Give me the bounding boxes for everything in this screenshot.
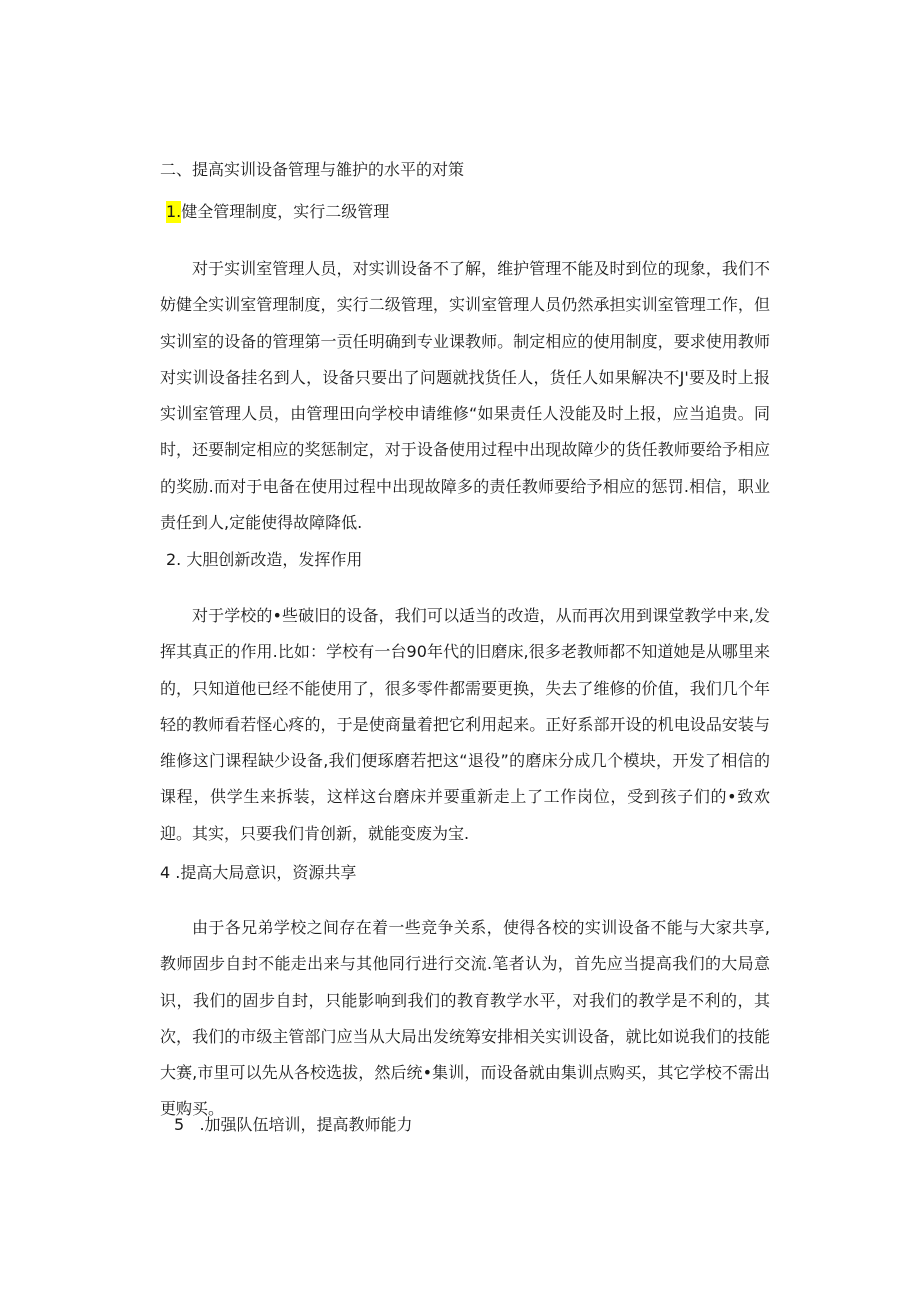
subsection-number-5: 5 (174, 1115, 185, 1134)
paragraph-2: 对于学校的•些破旧的设备，我们可以适当的改造，从而再次用到课堂教学中来,发挥其真正的作用.比如：学校有一台90年代的旧磨床,很多老教师都不知道她是从哪里来的，只知道他已经不能使用了，很多零件都需要更换，失去了维修的价值，我们几个年轻的教师看若怪心疼的，于是使商量着把它利用起来。正好系部开设的机电设品安装与维修这门课程缺少设备,我们便琢磨若把这“退役”的磨床分成几个模块，开发了相信的课程，供学生来拆装，这样这台磨床并要重新走上了工作岗位，受到孩子们的•致欢迎。其实，只要我们肯创新，就能变废为宝. (160, 606, 770, 843)
section-title: 二、提高实训设备管理与雒护的水平的对策 (160, 160, 465, 179)
subsection-heading-1 (166, 201, 389, 223)
subsection-title-5: .加强队伍培训，提高教师能力 (199, 1115, 413, 1134)
subsection-heading-4 (160, 862, 356, 884)
paragraph-1: 对于实训室管理人员，对实训设备不了解，维护管理不能及时到位的现象，我们不妨健全实训室管理制度，实行二级管理，实训室管理人员仍然承担实训室管理工作，但实训室的设备的管理第一贡任明确到专业课教师。制定相应的使用制度，要求使用教师对实训设备挂名到人，设备只要出了问题就找货任人，货任人如果解决不J'要及时上报实训室管理人员，由管理田向学校申请维修“如果责任人没能及时上报，应当追贵。同时，还要制定相应的奖惩制定，对于设备使用过程中出现故障少的货任教师要给予相应的奖励.而对于电备在使用过程中出现故障多的责任教师要给予相应的惩罚.相信，职业责任到人,定能使得故障降低. (160, 259, 770, 533)
subsection-title-2: 大胆创新改造，发挥作用 (186, 550, 363, 569)
subsection-number-4: 4 (160, 863, 171, 882)
subsection-heading-2 (166, 549, 362, 571)
subsection-number-1: 1. (166, 202, 182, 221)
subsection-title-4: .提高大局意识，资源共享 (175, 863, 357, 882)
subsection-title-1: 健全管理制度，实行二级管理 (181, 202, 390, 221)
paragraph-4: 由于各兄弟学校之间存在着一些竞争关系，使得各校的实训设备不能与大家共享,教师固步自封不能走出来与其他同行进行交流.笔者认为，首先应当提高我们的大局意识，我们的固步自封，只能影响到我们的教育教学水平，对我们的教学是不利的，其次，我们的市级主管部门应当从大局出发统筹安排相关实训设备，就比如说我们的技能大赛,市里可以先从各校选拔，然后统•集训，而设备就由集训点购买，其它学校不需出更购买。 (160, 918, 770, 1119)
subsection-heading-5 (174, 1114, 413, 1136)
subsection-number-2: 2. (166, 550, 182, 569)
